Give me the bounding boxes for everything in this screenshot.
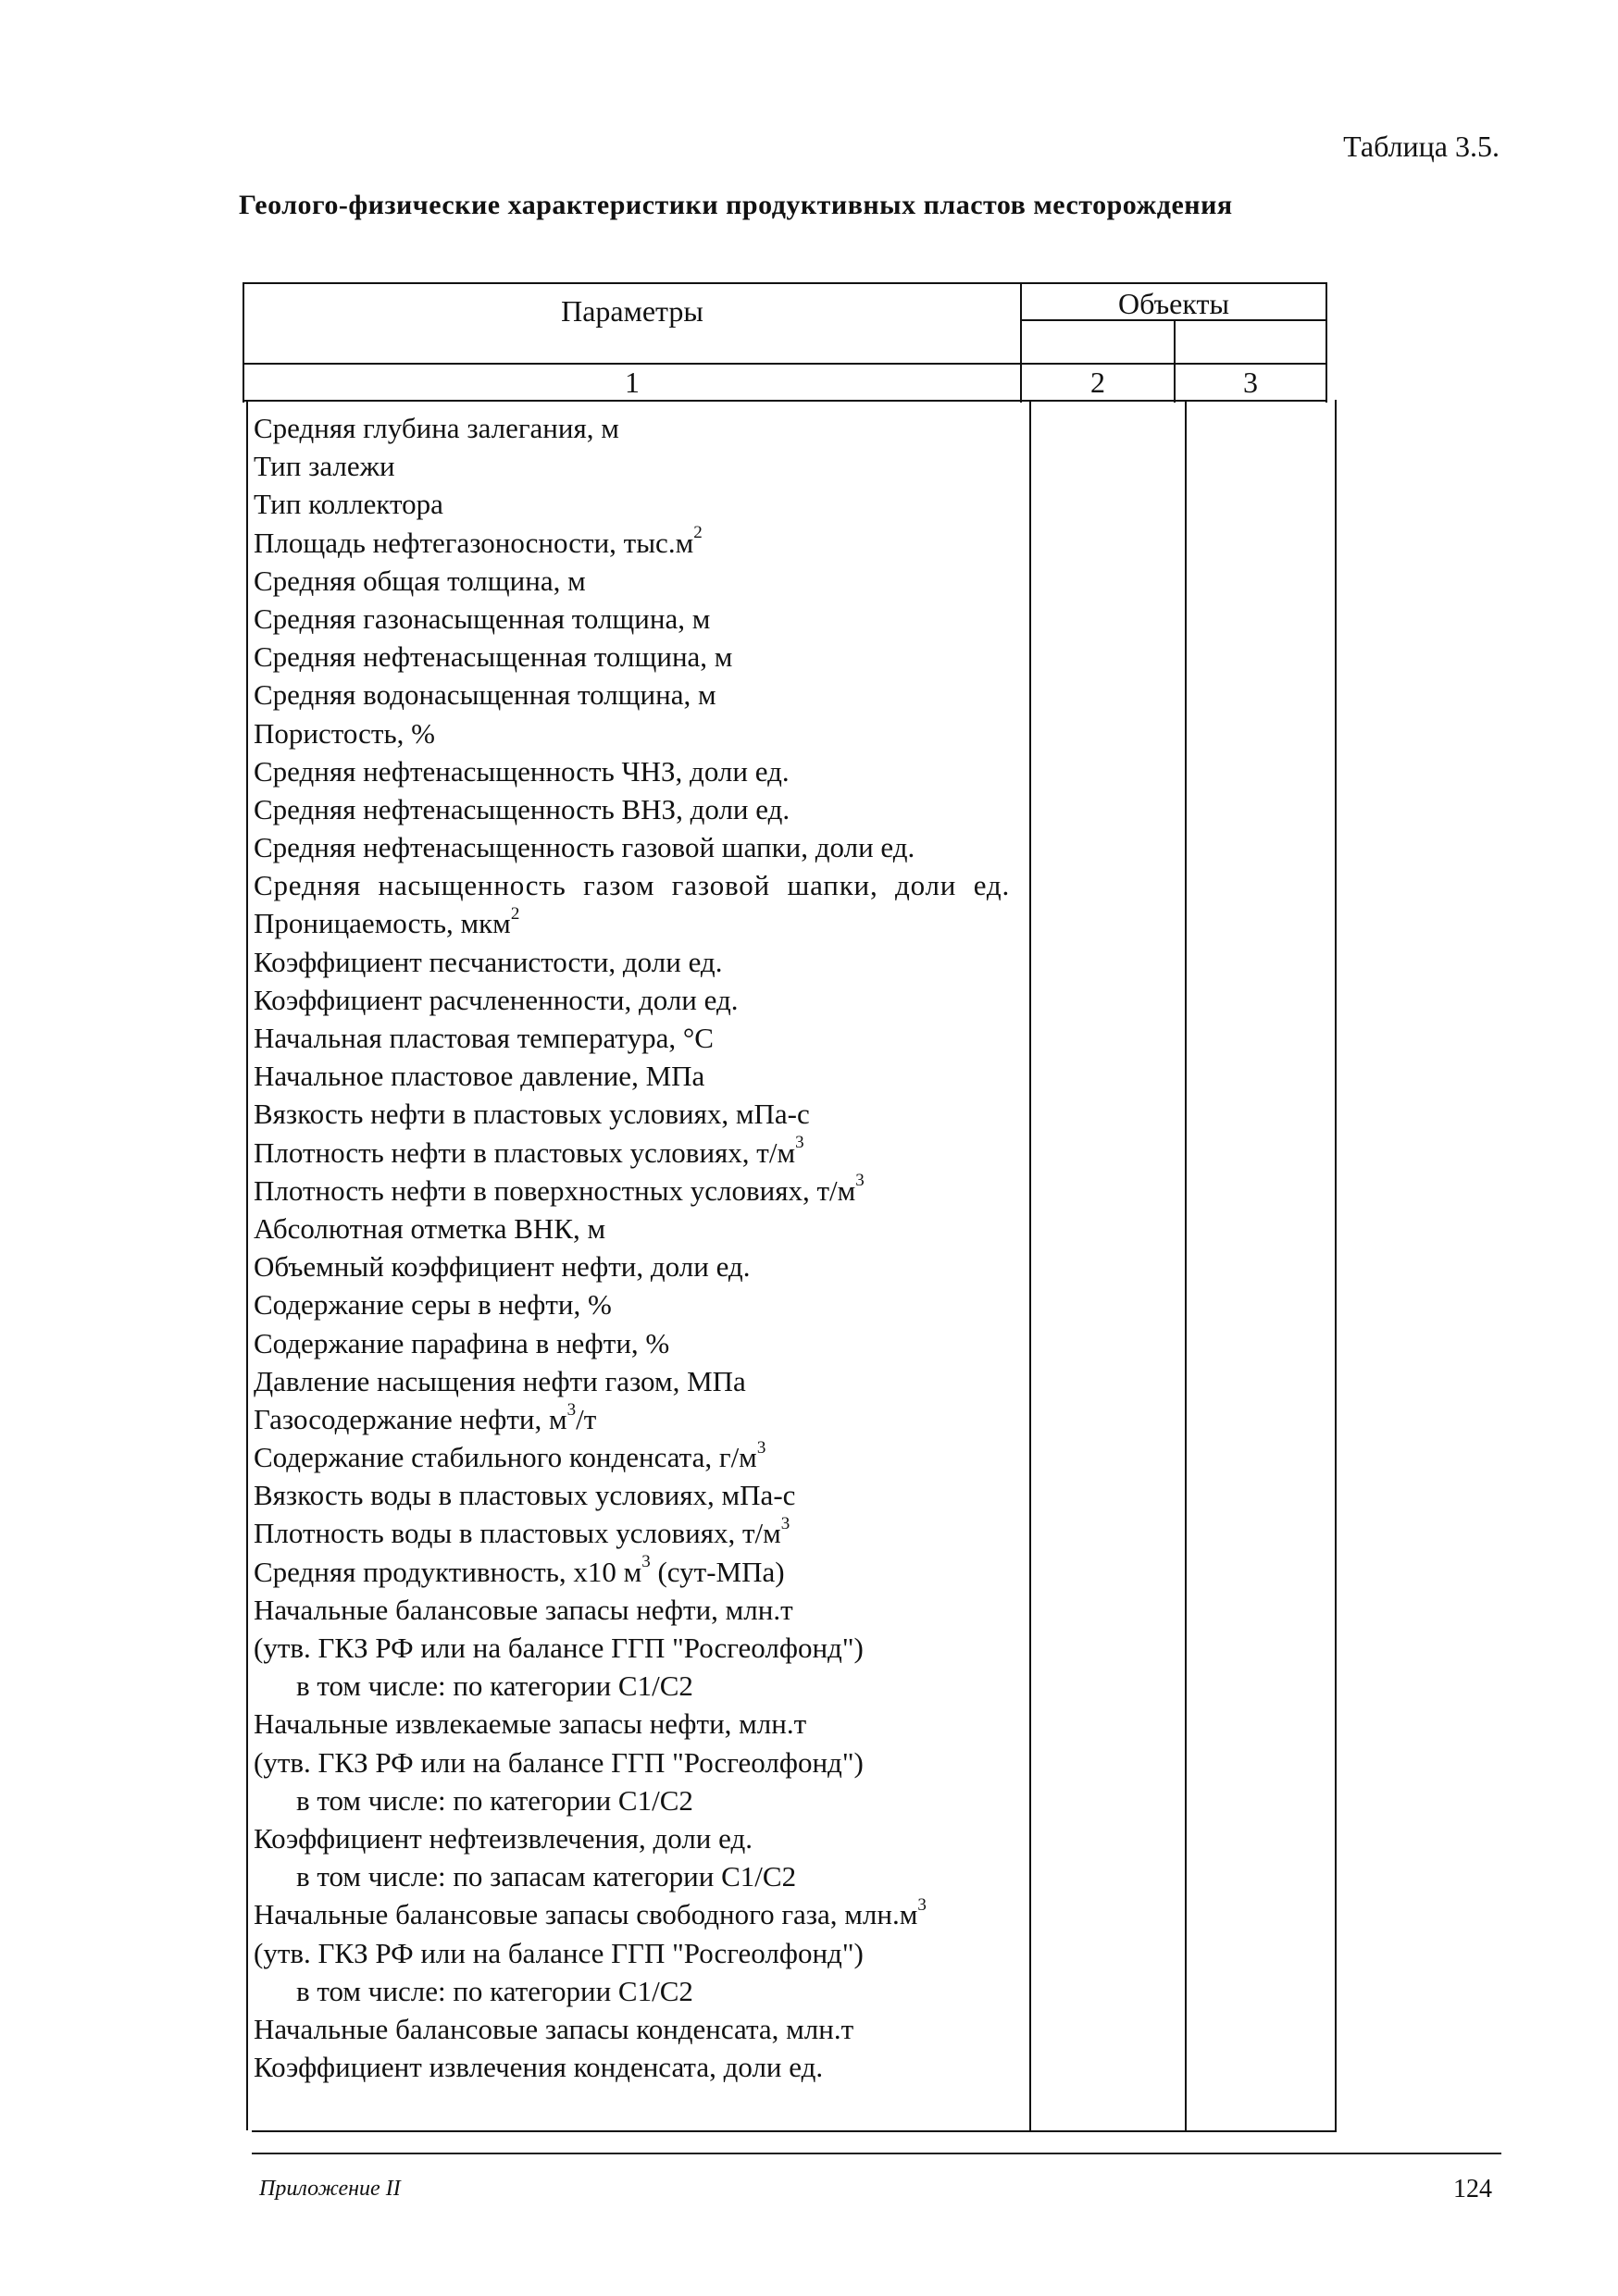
table-row bbox=[254, 790, 1031, 828]
unit-exponent: 3 bbox=[917, 1894, 927, 1915]
unit-exponent: 2 bbox=[510, 904, 520, 925]
table-row bbox=[254, 1781, 1031, 1819]
table-row bbox=[254, 1476, 1031, 1514]
parameter-rows bbox=[254, 409, 1031, 2086]
parameter-label: в том числе: по категории С1/С2 bbox=[296, 1669, 693, 1703]
table-row bbox=[254, 2010, 1031, 2048]
table-row bbox=[254, 1514, 1031, 1552]
unit-exponent: 3 bbox=[756, 1437, 766, 1458]
table-row bbox=[254, 562, 1031, 600]
parameter-label: Начальные извлекаемые запасы нефти, млн.т bbox=[254, 1707, 807, 1741]
parameter-label: Вязкость нефти в пластовых условиях, мПа-с bbox=[254, 1098, 810, 1131]
unit-exponent: 3 bbox=[641, 1552, 651, 1572]
parameter-label: Средняя водонасыщенная толщина, м bbox=[254, 678, 716, 712]
table-row bbox=[254, 600, 1031, 638]
parameter-label: Абсолютная отметка ВНК, м bbox=[254, 1211, 606, 1245]
parameter-label: Начальные балансовые запасы нефти, млн.т bbox=[254, 1593, 793, 1626]
parameter-label: Плотность нефти в пластовых условиях, т/м bbox=[254, 1136, 796, 1169]
table-row bbox=[254, 1629, 1031, 1667]
table-row bbox=[254, 1400, 1031, 1438]
parameter-label: Средняя нефтенасыщенность ВНЗ, доли ед. bbox=[254, 792, 790, 825]
table-row bbox=[254, 904, 1031, 942]
parameter-label: Коэффициент песчанистости, доли ед. bbox=[254, 945, 723, 978]
table-row bbox=[254, 1324, 1031, 1362]
table-row bbox=[254, 2048, 1031, 2086]
unit-exponent: 3 bbox=[855, 1171, 865, 1191]
parameter-label: Средняя общая толщина, м bbox=[254, 564, 586, 597]
table-row bbox=[254, 1210, 1031, 1247]
table-row bbox=[254, 1972, 1031, 2010]
unit-suffix: /т bbox=[576, 1402, 597, 1435]
parameter-label: Проницаемость, мкм bbox=[254, 907, 511, 940]
document-title: Геолого-физические характеристики продуктивных пластов месторождения bbox=[239, 190, 1233, 220]
parameter-label: Средняя глубина залегания, м bbox=[254, 412, 619, 444]
parameter-label: Тип залежи bbox=[254, 450, 395, 483]
parameter-label: Содержание стабильного конденсата, г/м bbox=[254, 1441, 757, 1474]
parameter-label: Коэффициент нефтеизвлечения, доли ед. bbox=[254, 1821, 753, 1855]
table-row bbox=[254, 828, 1031, 866]
table-row bbox=[254, 943, 1031, 981]
header-parameters: Параметры bbox=[561, 294, 703, 328]
parameter-label: Давление насыщения нефти газом, МПа bbox=[254, 1364, 746, 1397]
parameter-label: в том числе: по категории С1/С2 bbox=[296, 1974, 693, 2007]
parameter-label: в том числе: по категории С1/С2 bbox=[296, 1783, 693, 1817]
table-row bbox=[254, 676, 1031, 714]
table-row bbox=[254, 524, 1031, 562]
parameter-label: Средняя нефтенасыщенность ЧНЗ, доли ед. bbox=[254, 754, 790, 788]
table-row bbox=[254, 1895, 1031, 1933]
parameter-label: (утв. ГКЗ РФ или на балансе ГГП "Росгеолфонд") bbox=[254, 1632, 864, 1664]
table-row bbox=[254, 1934, 1031, 1972]
footer-appendix: Приложение II bbox=[259, 2177, 401, 2201]
table-row bbox=[254, 409, 1031, 447]
parameter-label: Начальная пластовая температура, °С bbox=[254, 1022, 714, 1054]
col-divider-2 bbox=[1185, 400, 1187, 2130]
table-number: Таблица 3.5. bbox=[1343, 130, 1500, 163]
table-row bbox=[254, 1438, 1031, 1476]
table-top-border bbox=[243, 282, 1326, 284]
table-row bbox=[254, 1019, 1031, 1057]
parameter-label: Начальное пластовое давление, МПа bbox=[254, 1060, 705, 1093]
unit-exponent: 3 bbox=[780, 1514, 790, 1534]
parameter-label: Средняя нефтенасыщенность газовой шапки, доли ед. bbox=[254, 831, 915, 864]
parameter-label: Объемный коэффициент нефти, доли ед. bbox=[254, 1250, 751, 1284]
parameter-label: Начальные балансовые запасы конденсата, млн.т bbox=[254, 2012, 854, 2045]
unit-suffix: (сут-МПа) bbox=[650, 1555, 785, 1588]
parameter-label: Площадь нефтегазоносности, тыс.м bbox=[254, 526, 694, 559]
parameter-label: Средняя газонасыщенная толщина, м bbox=[254, 602, 711, 635]
table-bottom-border bbox=[252, 2130, 1337, 2132]
table-row bbox=[254, 1744, 1031, 1781]
parameter-label: (утв. ГКЗ РФ или на балансе ГГП "Росгеолфонд") bbox=[254, 1936, 864, 1969]
table-row bbox=[254, 1134, 1031, 1172]
parameter-label: Плотность воды в пластовых условиях, т/м bbox=[254, 1517, 781, 1550]
header-objects: Объекты bbox=[1118, 287, 1229, 320]
table-row bbox=[254, 1247, 1031, 1285]
header-col-1: 1 bbox=[625, 366, 640, 399]
parameter-label: Коэффициент извлечения конденсата, доли ед. bbox=[254, 2051, 824, 2084]
table-row bbox=[254, 447, 1031, 485]
table-row bbox=[254, 1285, 1031, 1323]
table-row bbox=[254, 1819, 1031, 1857]
parameter-label: Содержание парафина в нефти, % bbox=[254, 1326, 670, 1359]
table-row bbox=[254, 752, 1031, 790]
unit-exponent: 3 bbox=[795, 1133, 804, 1153]
table-left-border bbox=[246, 400, 248, 2130]
unit-exponent: 3 bbox=[566, 1399, 577, 1420]
table-row bbox=[254, 866, 1031, 904]
parameter-label: Вязкость воды в пластовых условиях, мПа-с bbox=[254, 1479, 796, 1512]
table-row bbox=[254, 1857, 1031, 1895]
parameter-label: в том числе: по запасам категории С1/С2 bbox=[296, 1860, 797, 1893]
footer-rule bbox=[252, 2153, 1501, 2154]
page-number: 124 bbox=[1453, 2175, 1492, 2203]
table-row bbox=[254, 1362, 1031, 1400]
table-row bbox=[254, 1172, 1031, 1210]
table-row bbox=[254, 1553, 1031, 1591]
table-right-border-top bbox=[1326, 282, 1327, 403]
table-row bbox=[254, 638, 1031, 676]
parameter-label: Коэффициент расчлененности, доли ед. bbox=[254, 983, 739, 1016]
header-col-3: 3 bbox=[1243, 366, 1258, 399]
table-row bbox=[254, 1705, 1031, 1743]
parameter-label: Плотность нефти в поверхностных условиях, т/м bbox=[254, 1173, 856, 1207]
parameter-label: Пористость, % bbox=[254, 716, 435, 750]
header-divider bbox=[243, 363, 1326, 365]
parameter-label: Тип коллектора bbox=[254, 488, 443, 521]
parameter-label: (утв. ГКЗ РФ или на балансе ГГП "Росгеолфонд") bbox=[254, 1745, 864, 1779]
table-row bbox=[254, 485, 1031, 523]
table-row bbox=[254, 1667, 1031, 1705]
parameter-label: Средняя насыщенность газом газовой шапки, доли ед. bbox=[254, 869, 1010, 902]
table-row bbox=[254, 1591, 1031, 1629]
unit-exponent: 2 bbox=[693, 523, 703, 543]
number-row-divider bbox=[243, 400, 1326, 402]
table-right-border bbox=[1335, 400, 1337, 2130]
parameter-label: Средняя нефтенасыщенная толщина, м bbox=[254, 640, 733, 674]
parameter-label: Средняя продуктивность, х10 м bbox=[254, 1555, 642, 1588]
table-row bbox=[254, 1095, 1031, 1133]
table-row bbox=[254, 714, 1031, 752]
parameter-label: Содержание серы в нефти, % bbox=[254, 1288, 612, 1322]
header-col-2: 2 bbox=[1090, 366, 1105, 399]
table-row bbox=[254, 981, 1031, 1019]
table-row bbox=[254, 1057, 1031, 1095]
parameter-label: Газосодержание нефти, м bbox=[254, 1402, 567, 1435]
parameter-label: Начальные балансовые запасы свободного газа, млн.м bbox=[254, 1898, 918, 1931]
